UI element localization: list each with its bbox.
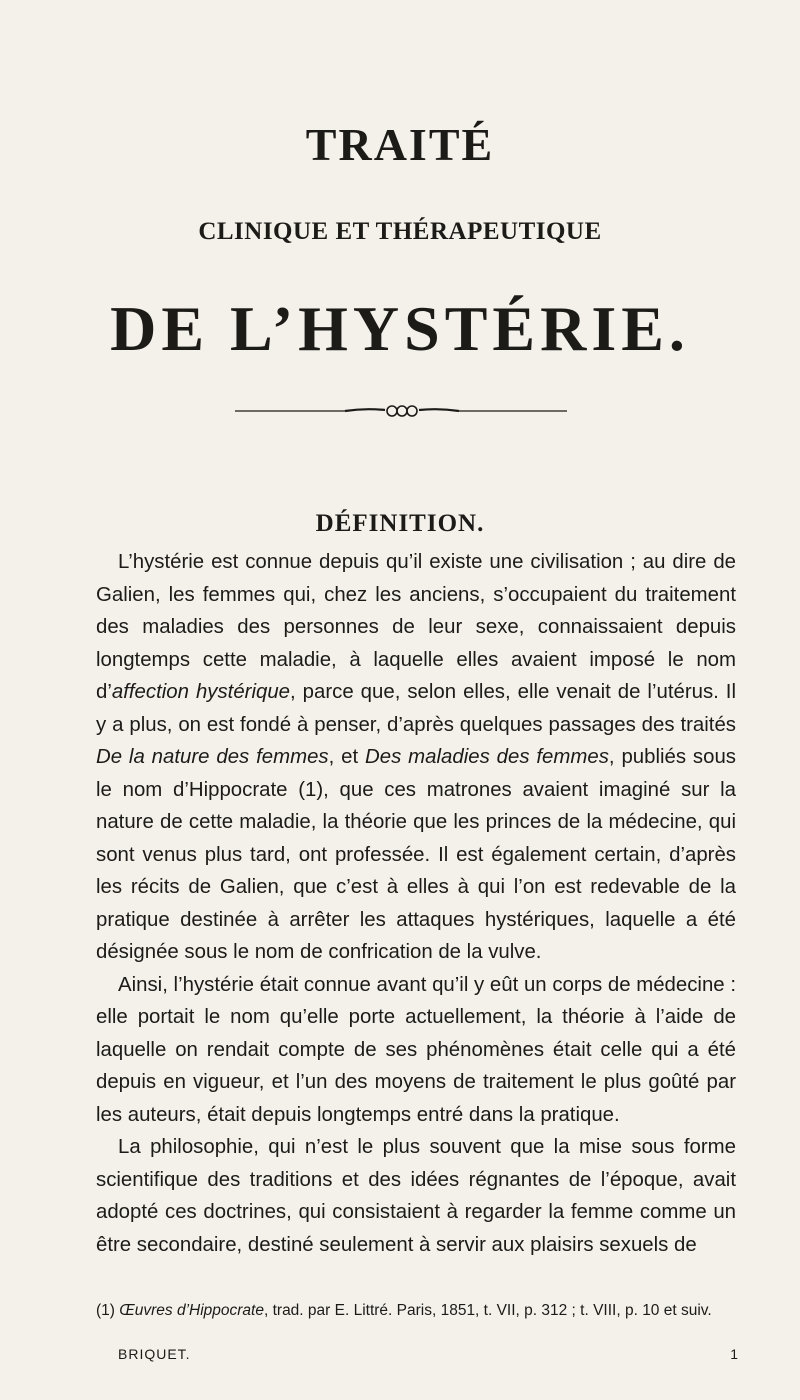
- paragraph-1: [96, 546, 736, 969]
- paragraph-1-text-a: L’hystérie est connue depuis qu’il existe une civilisation ; au dire de Galien, les femmes qui, chez les anciens, s’occupaient du traitement des maladies des personnes de leur sexe, connaissaient depuis longtemps cette maladie, à laquelle elles avaient imposé le nom d’: [96, 551, 736, 703]
- title-line-2: CLINIQUE ET THÉRAPEUTIQUE: [198, 218, 602, 245]
- title-line-3: DE L’HYSTÉRIE.: [110, 293, 690, 364]
- body-text: [96, 546, 736, 1261]
- footnote-marker: (1): [96, 1302, 120, 1319]
- paragraph-1-text-d: , publiés sous le nom d’Hippocrate (1), que ces matrones avaient imaginé sur la nature de cette maladie, la théorie que les princes de la médecine, qui sont venus plus tard, ont professée. Il est également certain, d’après les récits de Galien, que c’est à elles à qui l’on est redevable de la pratique destinée à arrêter les attaques hystériques, laquelle a été désignée sous le nom de confrication de la vulve.: [96, 746, 736, 963]
- paragraph-3: La philosophie, qui n’est le plus souvent que la mise sous forme scientifique des traditions et des idées régnantes de l’époque, avait adopté ces doctrines, qui consistaient à regarder la femme comme un être secondaire, destiné seulement à servir aux plaisirs sexuels de: [96, 1136, 736, 1256]
- decorative-rule-ornament: [225, 400, 575, 422]
- paragraph-1-italic-term: affection hystérique: [111, 681, 291, 703]
- footnote-work-title: Œuvres d’Hippocrate: [119, 1302, 264, 1319]
- section-heading: DÉFINITION.: [315, 510, 485, 537]
- printer-signature: BRIQUET.: [118, 1346, 191, 1362]
- paragraph-1-text-b: , parce que, selon elles, elle venait de l’utérus. Il y a plus, on est fondé à penser, d’après quelques passages des traités: [96, 681, 737, 736]
- title-line-1: TRAITÉ: [305, 119, 495, 170]
- paragraph-2: Ainsi, l’hystérie était connue avant qu’il y eût un corps de médecine : elle portait le nom qu’elle porte actuellement, la théorie à l’aide de laquelle on rendait compte de ses phénomènes était celle qui a été depuis en vigueur, et l’un des moyens de traitement le plus goûté par les auteurs, était depuis longtemps entré dans la pratique.: [96, 973, 736, 1126]
- signature-number: 1: [730, 1346, 738, 1362]
- paragraph-1-text-c: , et: [328, 746, 366, 768]
- paragraph-1-italic-title-2: Des maladies des femmes: [365, 746, 609, 768]
- footnote-citation: , trad. par E. Littré. Paris, 1851, t. VII, p. 312 ; t. VIII, p. 10 et suiv.: [263, 1302, 712, 1319]
- paragraph-1-italic-title-1: De la nature des femmes: [96, 746, 329, 768]
- footnote: [96, 1300, 736, 1322]
